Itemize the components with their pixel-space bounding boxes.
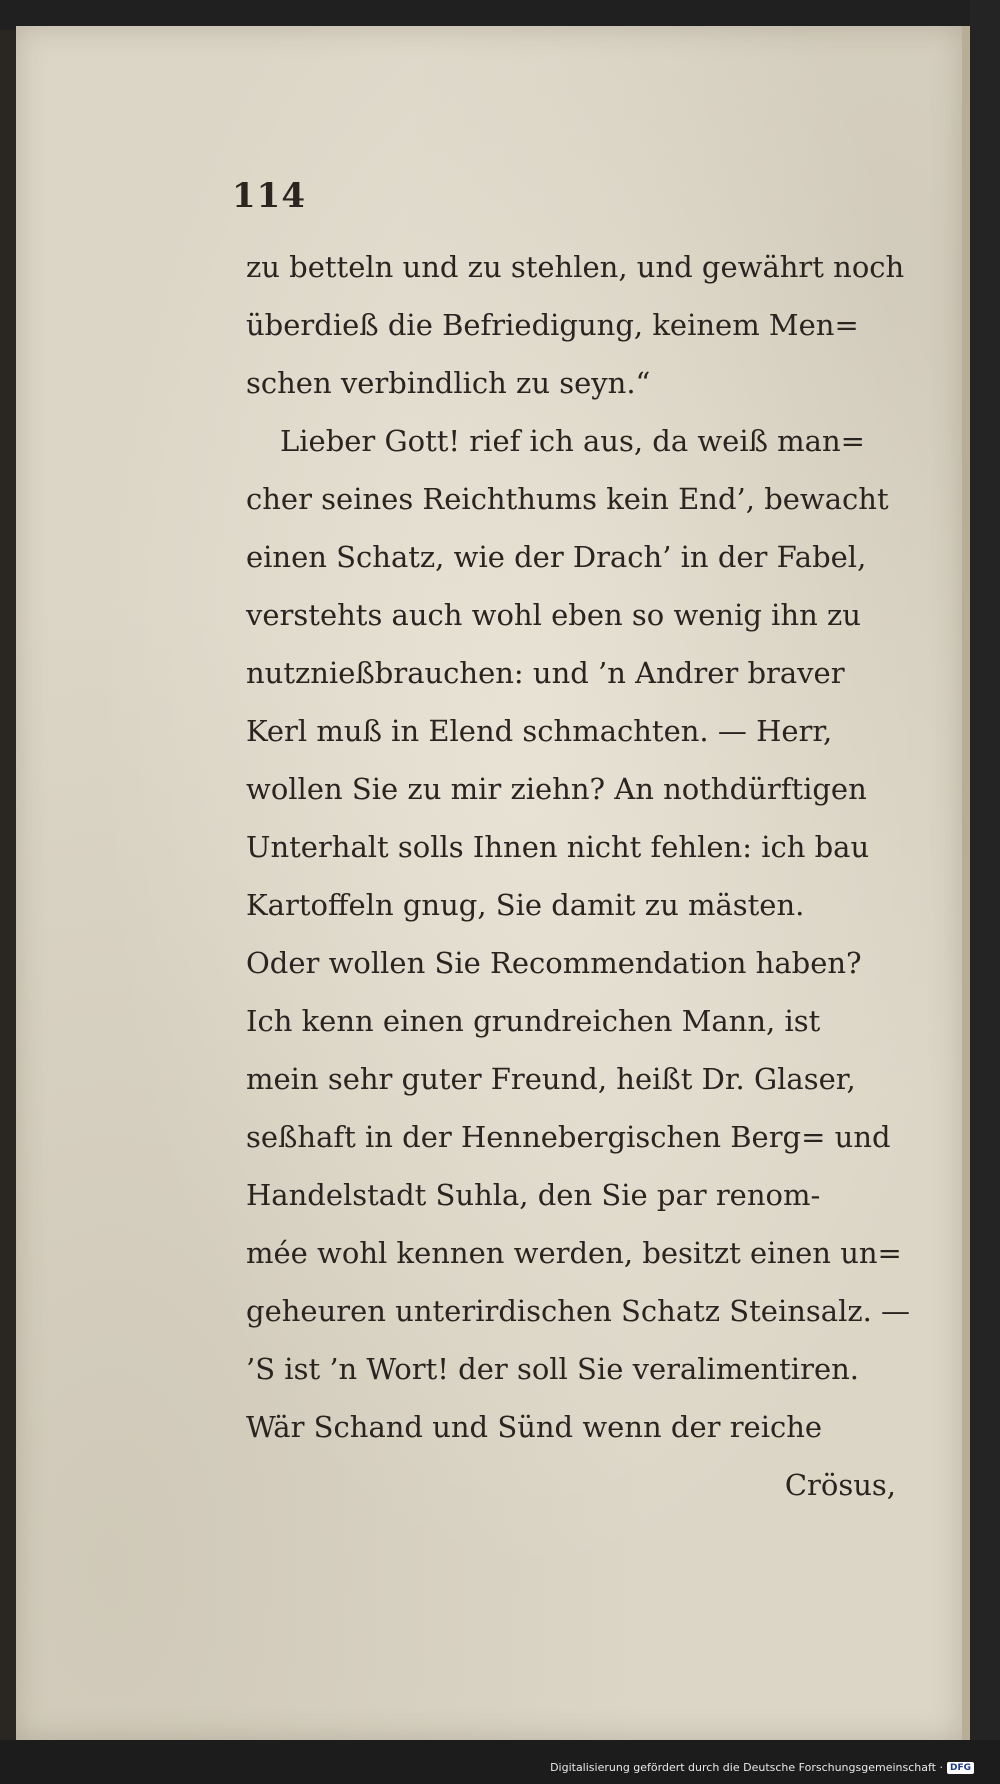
digitization-credit <box>550 1761 974 1774</box>
text-line: schen verbindlich zu seyn.“ <box>246 366 651 400</box>
catchword: Crösus, <box>784 1468 896 1502</box>
text-line: Ich kenn einen grundreichen Mann, ist <box>246 1004 821 1038</box>
page-edge <box>962 26 970 1740</box>
text-line: mée wohl kennen werden, besitzt einen un= <box>246 1236 902 1270</box>
text-line: Handelstadt Suhla, den Sie par renom- <box>246 1178 821 1212</box>
text-line: einen Schatz, wie der Drach’ in der Fabel, <box>246 540 867 574</box>
text-line: ’S ist ’n Wort! der soll Sie veralimentiren. <box>246 1352 860 1386</box>
text-line: cher seines Reichthums kein End’, bewacht <box>246 482 889 516</box>
credit-text: Digitalisierung gefördert durch die Deutsche Forschungsgemeinschaft · <box>550 1761 943 1774</box>
text-line: Wär Schand und Sünd wenn der reiche <box>246 1410 823 1444</box>
text-line: geheuren unterirdischen Schatz Steinsalz. — <box>246 1294 911 1328</box>
text-line: mein sehr guter Freund, heißt Dr. Glaser, <box>246 1062 856 1096</box>
text-line: überdieß die Befriedigung, keinem Men= <box>246 308 859 342</box>
text-line: verstehts auch wohl eben so wenig ihn zu <box>246 598 861 632</box>
page-number: 114 <box>232 176 306 216</box>
text-line: wollen Sie zu mir ziehn? An nothdürftigen <box>246 772 867 806</box>
dfg-logo: DFG <box>947 1762 974 1774</box>
body-text <box>246 238 911 1514</box>
text-line: Unterhalt solls Ihnen nicht fehlen: ich bau <box>246 830 870 864</box>
scan-border-right <box>970 0 1000 1784</box>
text-line: Oder wollen Sie Recommendation haben? <box>246 946 862 980</box>
text-line: Kerl muß in Elend schmachten. — Herr, <box>246 714 833 748</box>
text-line: Lieber Gott! rief ich aus, da weiß man= <box>280 424 865 458</box>
text-line: nutznießbrauchen: und ’n Andrer braver <box>246 656 845 690</box>
book-spine-edge <box>0 30 16 1750</box>
text-line: zu betteln und zu stehlen, und gewährt noch <box>246 250 905 284</box>
text-line: Kartoffeln gnug, Sie damit zu mästen. <box>246 888 805 922</box>
text-line: seßhaft in der Hennebergischen Berg= und <box>246 1120 891 1154</box>
